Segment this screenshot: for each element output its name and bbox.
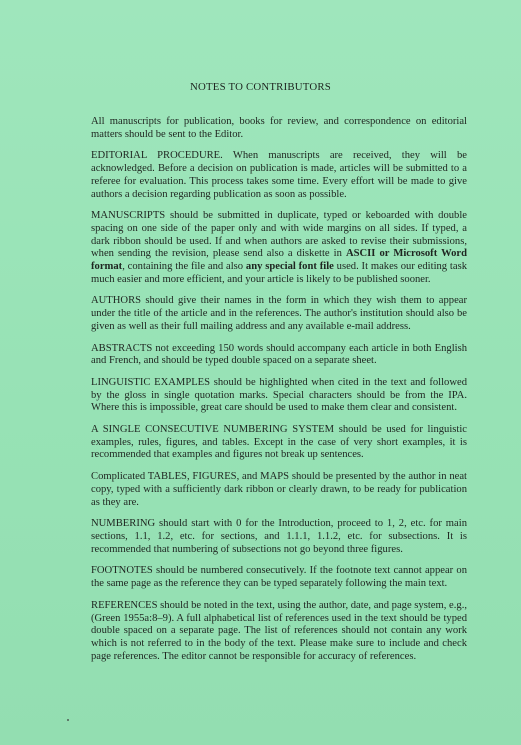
paragraph-authors: AUTHORS should give their names in the form in which they wish them to appear under the title of the article and in the references. The author's institution should also be given as well as their full mailing address and any available e-mail address. xyxy=(91,295,467,332)
paragraph-editorial-procedure: EDITORIAL PROCEDURE. When manuscripts are received, they will be acknowledged. Before a decision on publication is made, articles will be submitted to a referee for evaluation. This process takes some time. Every effort will be made to give authors a decision regarding publication as soon as possible. xyxy=(91,150,467,200)
manuscripts-text-2: , containing the file and also xyxy=(122,261,246,273)
paragraph-linguistic-examples: LINGUISTIC EXAMPLES should be highlighted when cited in the text and followed by the gloss in single quotation marks. Special characters should be from the IPA. Where this is impossible, great care should be used to make them clear and consistent. xyxy=(91,376,467,414)
paragraph-numbering: NUMBERING should start with 0 for the Introduction, proceed to 1, 2, etc. for main sections, 1.1, 1.2, etc. for sections, and 1.1.1, 1.1.2, etc. for subsections. It is recommended that numbering of subsections not go beyond three figures. xyxy=(91,518,467,555)
manuscripts-text-3: used. It makes our editing task much easier and more efficient, and your article is likely to be published sooner. xyxy=(91,261,467,285)
paragraph-footnotes: FOOTNOTES should be numbered consecutively. If the footnote text cannot appear on the same page as the reference they can be typed separately following the main text. xyxy=(91,565,467,590)
page-title: NOTES TO CONTRIBUTORS xyxy=(190,81,331,93)
manuscripts-bold-format: ASCII or Microsoft Word format xyxy=(91,248,467,273)
paper-speck xyxy=(67,719,69,721)
manuscripts-text-1: MANUSCRIPTS should be submitted in duplicate, typed or keboarded with double spacing on one side of the paper only and with wide margins on all sides. If typed, a dark ribbon should be used. If and when authors are asked to revise their submissions, when sending the revision, please send also a diskette in xyxy=(91,210,467,260)
paragraph-correspondence: All manuscripts for publication, books for review, and correspondence on editorial matters should be sent to the Editor. xyxy=(91,116,467,140)
paragraph-manuscripts xyxy=(91,210,467,286)
paragraph-abstracts: ABSTRACTS not exceeding 150 words should accompany each article in both English and French, and should be typed double spaced on a separate sheet. xyxy=(91,342,467,367)
notes-body xyxy=(91,116,467,663)
paragraph-tables-figures-maps: Complicated TABLES, FIGURES, and MAPS should be presented by the author in neat copy, typed with a sufficiently dark ribbon or clearly drawn, to be ready for publication as they are. xyxy=(91,471,467,508)
manuscripts-bold-font-file: any special font file xyxy=(245,261,334,273)
paragraph-numbering-system: A SINGLE CONSECUTIVE NUMBERING SYSTEM should be used for linguistic examples, rules, figures, and tables. Except in the case of very short examples, it is recommended that examples and figures not break up sentences. xyxy=(91,424,467,461)
paragraph-references: REFERENCES should be noted in the text, using the author, date, and page system, e.g., (Green 1955a:8–9). A full alphabetical list of references used in the text should be typed double spaced on a separate page. The list of references should not contain any work which is not referred to in the body of the text. Please make sure to include and check page references. The editor cannot be responsible for accuracy of references. xyxy=(91,599,467,662)
